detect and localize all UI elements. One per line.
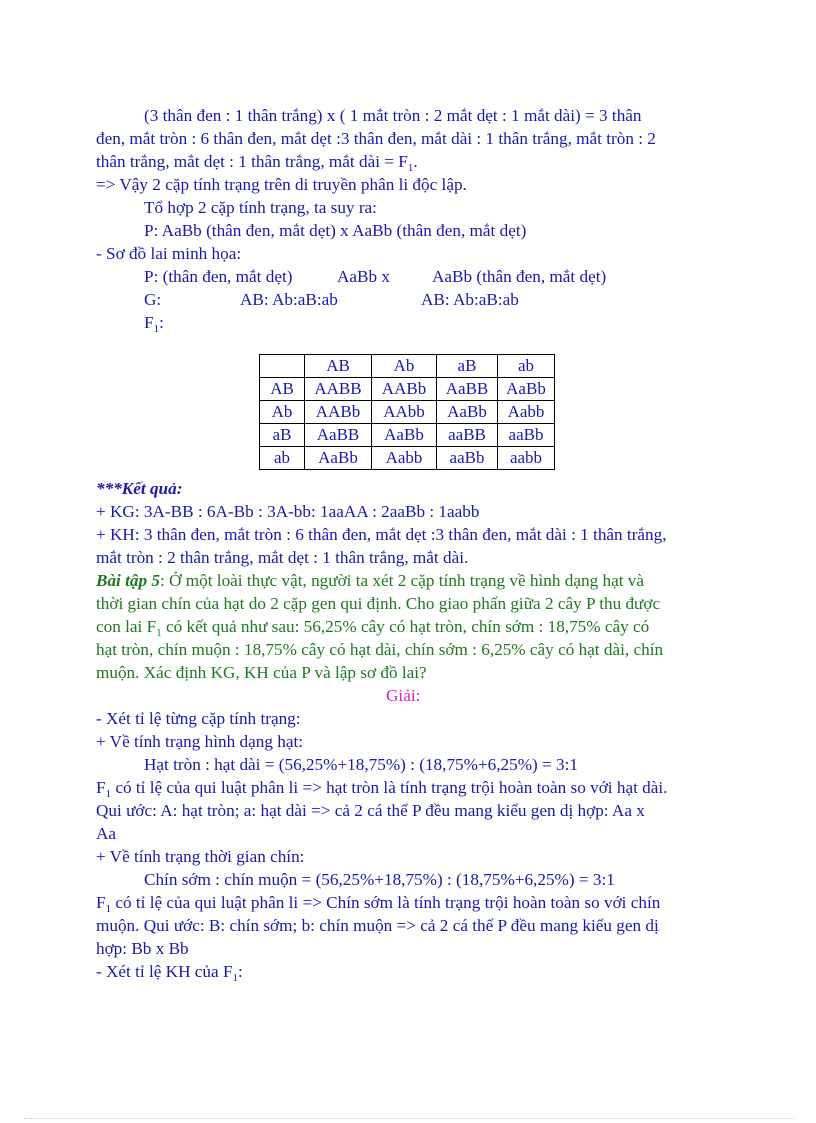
table-cell: Aabb: [372, 447, 437, 470]
p-label: P: (thân đen, mắt dẹt): [144, 267, 293, 286]
exercise-line: [96, 592, 660, 615]
text-span: :: [159, 313, 164, 332]
table-row: [260, 378, 555, 401]
table-row: [260, 424, 555, 447]
text-line: [144, 196, 377, 219]
exercise-title: Bài tập 5: [96, 571, 160, 590]
punnett-square: [259, 354, 555, 470]
solution-line: [96, 707, 301, 730]
table-cell: AAbb: [372, 401, 437, 424]
text-span: hợp: Bb x Bb: [96, 939, 189, 958]
text-span: muộn. Xác định KG, KH của P và lập sơ đồ lai?: [96, 663, 427, 682]
table-cell: AB: [260, 378, 305, 401]
table-cell: aaBb: [437, 447, 498, 470]
table-row: [260, 355, 555, 378]
table-cell: Ab: [260, 401, 305, 424]
subscript: 1: [105, 788, 112, 800]
result-kg: [96, 500, 479, 523]
table-cell: AaBb: [372, 424, 437, 447]
text-line: [144, 104, 642, 127]
text-span: ***Kết quả:: [96, 479, 183, 498]
cross-p-genotype: [337, 265, 390, 288]
gametes-2: [421, 288, 519, 311]
text-span: AaBb x: [337, 267, 390, 286]
solution-line: [144, 753, 578, 776]
gametes-1: [240, 288, 338, 311]
text-span: có tỉ lệ của qui luật phân li => Chín sớm là tính trạng trội hoàn toàn so với chín: [111, 893, 661, 912]
text-span: P: AaBb (thân đen, mắt dẹt) x AaBb (thân đen, mắt dẹt): [144, 221, 527, 240]
text-span: có tỉ lệ của qui luật phân li => hạt tròn là tính trạng trội hoàn toàn so với hạt dài.: [111, 778, 668, 797]
table-cell: AABb: [305, 401, 372, 424]
text-span: :: [238, 962, 243, 981]
solution-line: [96, 799, 645, 822]
solution-line: [96, 891, 660, 914]
text-span: con lai F: [96, 617, 157, 636]
table-cell: aB: [260, 424, 305, 447]
text-span: đen, mắt tròn : 6 thân đen, mắt dẹt :3 thân đen, mắt dài : 1 thân trắng, mắt tròn : 2: [96, 129, 656, 148]
conclusion-line: [96, 173, 467, 196]
result-kh: [96, 523, 667, 546]
subscript: 1: [153, 323, 160, 335]
table-cell: AaBB: [305, 424, 372, 447]
text-span: Tổ hợp 2 cặp tính trạng, ta suy ra:: [144, 198, 377, 217]
text-span: F: [96, 893, 106, 912]
table-cell: aaBB: [437, 424, 498, 447]
table-cell: ab: [260, 447, 305, 470]
text-span: + KG: 3A-BB : 6A-Bb : 3A-bb: 1aaAA : 2aaBb : 1aabb: [96, 502, 480, 521]
text-span: AB: Ab:aB:ab: [421, 290, 519, 309]
table-cell: Aabb: [498, 401, 555, 424]
result-kh-cont: [96, 546, 468, 569]
solution-heading: [386, 684, 420, 707]
table-cell: AB: [305, 355, 372, 378]
table-cell: ab: [498, 355, 555, 378]
text-span: .: [413, 152, 418, 171]
text-span: G:: [144, 290, 162, 309]
table-cell: AABB: [305, 378, 372, 401]
solution-line: [96, 776, 667, 799]
subscript: 1: [232, 972, 239, 984]
text-span: F: [96, 778, 106, 797]
table-row: [260, 447, 555, 470]
subscript: 1: [407, 162, 414, 174]
solution-line: [96, 730, 303, 753]
text-line: [96, 127, 656, 150]
solution-line: [96, 937, 189, 960]
exercise-line: [96, 661, 427, 684]
text-span: => Vậy 2 cặp tính trạng trên di truyền phân li độc lập.: [96, 175, 467, 194]
text-span: mắt tròn : 2 thân trắng, mắt dẹt : 1 thân trắng, mắt dài.: [96, 548, 469, 567]
solution-line: [96, 845, 304, 868]
solution-line: [96, 960, 243, 983]
text-span: : Ở một loài thực vật, người ta xét 2 cặp tính trạng về hình dạng hạt và: [159, 571, 645, 590]
text-span: - Sơ đồ lai minh họa:: [96, 244, 242, 263]
page-footer-divider: [24, 1118, 794, 1119]
text-span: Qui ước: A: hạt tròn; a: hạt dài => cả 2 cá thể P đều mang kiểu gen dị hợp: Aa x: [96, 801, 645, 820]
table-cell: AaBb: [437, 401, 498, 424]
text-span: thời gian chín của hạt do 2 cặp gen qui định. Cho giao phấn giữa 2 cây P thu được: [96, 594, 661, 613]
table-cell: AaBb: [305, 447, 372, 470]
text-span: + Về tính trạng hình dạng hạt:: [96, 732, 303, 751]
solution-line: [96, 914, 659, 937]
table-cell: AABb: [372, 378, 437, 401]
table-cell: Ab: [372, 355, 437, 378]
table-cell: AaBb: [498, 378, 555, 401]
text-span: + Về tính trạng thời gian chín:: [96, 847, 305, 866]
solution-line: [144, 868, 615, 891]
text-span: AB: Ab:aB:ab: [240, 290, 338, 309]
table-cell: aB: [437, 355, 498, 378]
text-span: muộn. Qui ước: B: chín sớm; b: chín muộn => cả 2 cá thể P đều mang kiểu gen dị: [96, 916, 659, 935]
cross-p-genotype-2: [432, 265, 606, 288]
exercise-line: [96, 569, 644, 592]
text-line: [96, 242, 241, 265]
text-span: F: [144, 313, 154, 332]
subscript: 1: [156, 627, 162, 639]
table-cell: AaBB: [437, 378, 498, 401]
text-span: thân trắng, mắt dẹt : 1 thân trắng, mắt dài = F: [96, 152, 408, 171]
solution-line: [96, 822, 116, 845]
table-cell: aabb: [498, 447, 555, 470]
exercise-line: [96, 615, 649, 638]
gamete-label: [144, 288, 161, 311]
text-span: có kết quả như sau: 56,25% cây có hạt tròn, chín sớm : 18,75% cây có: [161, 617, 650, 636]
text-line: [144, 219, 526, 242]
f1-label: [144, 311, 164, 334]
table-cell: [260, 355, 305, 378]
text-span: Hạt tròn : hạt dài = (56,25%+18,75%) : (18,75%+6,25%) = 3:1: [144, 755, 579, 774]
table-row: [260, 401, 555, 424]
text-span: Giải:: [386, 686, 421, 705]
cross-p-line: [144, 265, 292, 288]
table-cell: aaBb: [498, 424, 555, 447]
text-line: [96, 150, 418, 173]
text-span: AaBb (thân đen, mắt dẹt): [432, 267, 607, 286]
text-span: Aa: [96, 824, 117, 843]
text-span: hạt tròn, chín muộn : 18,75% cây có hạt dài, chín sớm : 6,25% cây có hạt dài, chín: [96, 640, 664, 659]
exercise-line: [96, 638, 663, 661]
result-heading: [96, 477, 182, 500]
subscript: 1: [105, 903, 112, 915]
text-span: Chín sớm : chín muộn = (56,25%+18,75%) : (18,75%+6,25%) = 3:1: [144, 870, 615, 889]
text-span: - Xét tỉ lệ KH của F: [96, 962, 233, 981]
text-span: - Xét tỉ lệ từng cặp tính trạng:: [96, 709, 301, 728]
text-span: (3 thân đen : 1 thân trắng) x ( 1 mắt tròn : 2 mắt dẹt : 1 mắt dài) = 3 thân: [144, 106, 642, 125]
text-span: + KH: 3 thân đen, mắt tròn : 6 thân đen, mắt dẹt :3 thân đen, mắt dài : 1 thân trắng,: [96, 525, 667, 544]
